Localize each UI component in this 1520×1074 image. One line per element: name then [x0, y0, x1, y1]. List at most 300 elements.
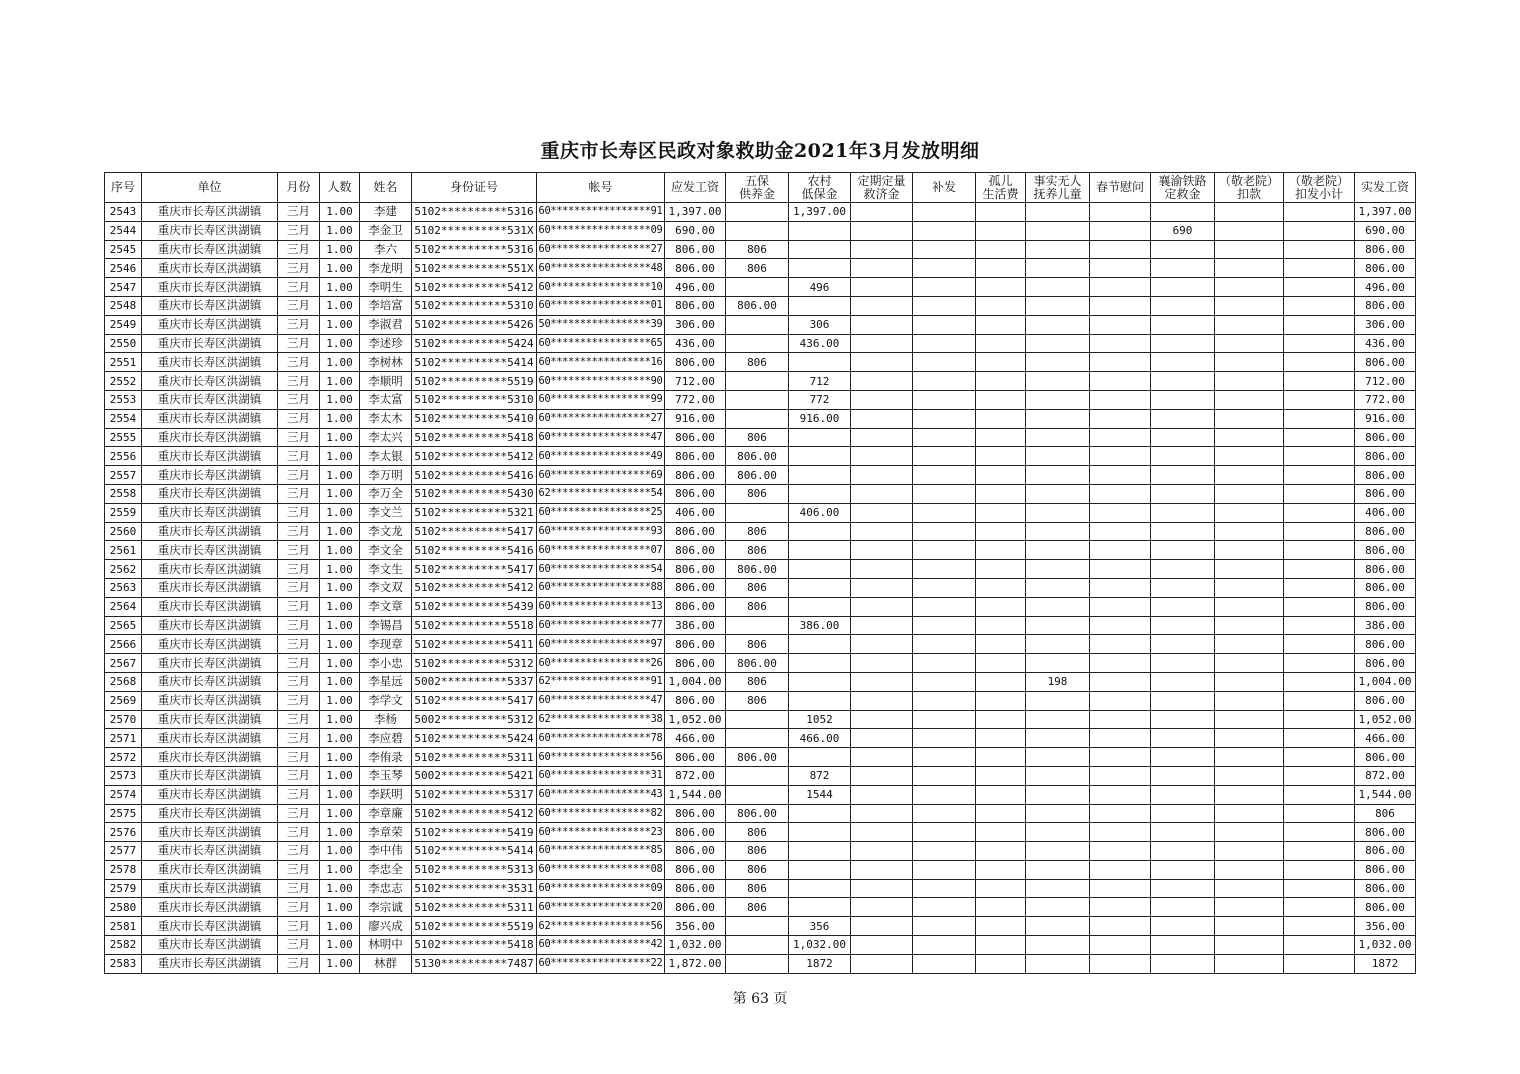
table-cell: 1.00 — [320, 635, 360, 654]
table-cell — [913, 334, 976, 353]
table-cell: 806.00 — [665, 541, 726, 560]
table-row — [105, 898, 1416, 917]
table-cell — [1090, 503, 1151, 522]
table-cell — [1151, 597, 1215, 616]
table-cell — [913, 860, 976, 879]
table-cell — [913, 917, 976, 936]
table-row — [105, 936, 1416, 955]
table-cell — [1215, 729, 1284, 748]
table-cell: 1544 — [789, 785, 851, 804]
table-cell — [851, 936, 913, 955]
table-cell — [1284, 917, 1355, 936]
table-cell: 三月 — [278, 804, 320, 823]
table-cell: 806 — [726, 240, 789, 259]
table-cell: 重庆市长寿区洪湖镇 — [142, 616, 278, 635]
table-cell: 806.00 — [1355, 823, 1416, 842]
table-cell — [1026, 560, 1090, 579]
table-cell: 806 — [726, 522, 789, 541]
table-cell — [1284, 842, 1355, 861]
table-cell — [1215, 240, 1284, 259]
table-cell — [789, 541, 851, 560]
table-cell: 李文章 — [360, 597, 412, 616]
table-cell — [1215, 823, 1284, 842]
table-cell — [1284, 278, 1355, 297]
table-cell: 1,052.00 — [665, 710, 726, 729]
table-cell — [1090, 860, 1151, 879]
table-cell — [1026, 296, 1090, 315]
table-cell — [1215, 278, 1284, 297]
table-cell — [976, 672, 1026, 691]
table-cell — [1090, 372, 1151, 391]
table-cell — [789, 898, 851, 917]
table-cell — [913, 936, 976, 955]
table-cell: 重庆市长寿区洪湖镇 — [142, 484, 278, 503]
table-cell: 806.00 — [726, 466, 789, 485]
table-body — [105, 203, 1416, 974]
table-cell — [976, 240, 1026, 259]
table-cell — [851, 748, 913, 767]
table-cell — [726, 409, 789, 428]
table-row — [105, 578, 1416, 597]
table-cell — [726, 785, 789, 804]
table-cell: 806.00 — [1355, 447, 1416, 466]
table-row — [105, 748, 1416, 767]
table-cell: 1.00 — [320, 898, 360, 917]
table-cell: 5102**********5312 — [412, 654, 537, 673]
table-cell — [1215, 203, 1284, 222]
table-cell: 1.00 — [320, 936, 360, 955]
column-header: 月份 — [278, 173, 320, 203]
table-cell — [1284, 936, 1355, 955]
table-cell — [851, 823, 913, 842]
table-cell: 60*****************85 — [537, 842, 665, 861]
table-cell: 2555 — [105, 428, 142, 447]
table-cell — [1284, 691, 1355, 710]
table-cell — [726, 503, 789, 522]
table-cell: 1872 — [789, 954, 851, 973]
table-cell: 三月 — [278, 785, 320, 804]
table-cell: 62*****************38 — [537, 710, 665, 729]
table-cell: 60*****************20 — [537, 898, 665, 917]
table-cell — [976, 203, 1026, 222]
table-cell — [1026, 729, 1090, 748]
table-cell — [1284, 954, 1355, 973]
table-cell: 60*****************93 — [537, 522, 665, 541]
table-cell: 重庆市长寿区洪湖镇 — [142, 597, 278, 616]
table-cell — [913, 428, 976, 447]
table-cell — [851, 353, 913, 372]
table-cell — [976, 296, 1026, 315]
table-cell — [913, 259, 976, 278]
table-cell: 1.00 — [320, 578, 360, 597]
table-cell: 李太兴 — [360, 428, 412, 447]
table-row — [105, 372, 1416, 391]
table-cell: 李顺明 — [360, 372, 412, 391]
table-cell: 690.00 — [1355, 221, 1416, 240]
table-cell: 1.00 — [320, 428, 360, 447]
table-cell — [1215, 635, 1284, 654]
column-header: 五保 供养金 — [726, 173, 789, 203]
table-cell — [789, 748, 851, 767]
table-cell: 李述珍 — [360, 334, 412, 353]
table-cell: 1,004.00 — [665, 672, 726, 691]
table-cell: 806.00 — [1355, 466, 1416, 485]
table-cell: 1,032.00 — [789, 936, 851, 955]
table-cell — [851, 578, 913, 597]
table-cell — [726, 315, 789, 334]
table-cell: 重庆市长寿区洪湖镇 — [142, 428, 278, 447]
table-cell: 1,397.00 — [665, 203, 726, 222]
table-cell — [1090, 409, 1151, 428]
table-cell: 712.00 — [1355, 372, 1416, 391]
table-cell — [851, 616, 913, 635]
table-cell: 三月 — [278, 315, 320, 334]
table-cell — [1026, 221, 1090, 240]
table-cell: 重庆市长寿区洪湖镇 — [142, 729, 278, 748]
table-row — [105, 766, 1416, 785]
table-cell: 436.00 — [1355, 334, 1416, 353]
table-cell — [1151, 710, 1215, 729]
table-cell — [851, 635, 913, 654]
table-cell: 重庆市长寿区洪湖镇 — [142, 691, 278, 710]
table-cell: 198 — [1026, 672, 1090, 691]
column-header: 单位 — [142, 173, 278, 203]
table-cell — [789, 466, 851, 485]
column-header: 序号 — [105, 173, 142, 203]
table-cell: 1.00 — [320, 560, 360, 579]
table-cell: 60*****************16 — [537, 353, 665, 372]
table-cell — [1284, 804, 1355, 823]
table-cell — [913, 409, 976, 428]
table-cell — [1284, 748, 1355, 767]
table-cell: 李文生 — [360, 560, 412, 579]
table-cell — [1284, 823, 1355, 842]
table-cell — [851, 466, 913, 485]
table-cell: 2560 — [105, 522, 142, 541]
table-cell — [1026, 409, 1090, 428]
table-cell — [1090, 278, 1151, 297]
table-cell — [1151, 898, 1215, 917]
table-cell — [1284, 597, 1355, 616]
table-cell — [976, 804, 1026, 823]
table-cell: 5102**********5310 — [412, 390, 537, 409]
table-cell — [1151, 278, 1215, 297]
table-cell — [726, 954, 789, 973]
table-cell: 5102**********5412 — [412, 578, 537, 597]
table-cell — [789, 522, 851, 541]
table-cell: 重庆市长寿区洪湖镇 — [142, 409, 278, 428]
table-cell — [851, 390, 913, 409]
column-header: 孤儿 生活费 — [976, 173, 1026, 203]
table-cell — [851, 259, 913, 278]
table-cell — [1026, 635, 1090, 654]
table-cell: 李中伟 — [360, 842, 412, 861]
table-cell: 60*****************54 — [537, 560, 665, 579]
table-cell: 三月 — [278, 710, 320, 729]
table-cell — [1090, 954, 1151, 973]
table-cell — [913, 804, 976, 823]
table-cell: 806.00 — [1355, 259, 1416, 278]
column-header: 身份证号 — [412, 173, 537, 203]
table-row — [105, 954, 1416, 973]
table-cell: 三月 — [278, 221, 320, 240]
table-cell — [1215, 484, 1284, 503]
table-cell — [1284, 541, 1355, 560]
table-cell: 1.00 — [320, 334, 360, 353]
table-cell — [1284, 409, 1355, 428]
table-cell: 1052 — [789, 710, 851, 729]
table-cell — [1151, 578, 1215, 597]
table-cell: 306.00 — [665, 315, 726, 334]
table-cell — [1026, 466, 1090, 485]
table-cell: 5102**********5412 — [412, 278, 537, 297]
column-header: 事实无人 抚养儿童 — [1026, 173, 1090, 203]
table-cell — [1151, 954, 1215, 973]
table-cell — [913, 466, 976, 485]
table-row — [105, 635, 1416, 654]
table-cell — [1090, 936, 1151, 955]
table-cell: 806.00 — [1355, 541, 1416, 560]
table-cell — [1151, 804, 1215, 823]
table-cell — [1151, 240, 1215, 259]
table-cell: 806.00 — [665, 860, 726, 879]
table-cell: 50*****************39 — [537, 315, 665, 334]
table-cell: 5102**********5317 — [412, 785, 537, 804]
table-cell: 重庆市长寿区洪湖镇 — [142, 466, 278, 485]
table-cell — [1284, 672, 1355, 691]
table-cell: 386.00 — [665, 616, 726, 635]
table-cell: 806 — [726, 691, 789, 710]
table-cell: 916.00 — [789, 409, 851, 428]
table-cell: 2553 — [105, 390, 142, 409]
table-cell: 2574 — [105, 785, 142, 804]
table-cell: 三月 — [278, 240, 320, 259]
table-cell — [1026, 936, 1090, 955]
column-header: 姓名 — [360, 173, 412, 203]
table-cell: 2550 — [105, 334, 142, 353]
table-cell — [1284, 710, 1355, 729]
table-cell — [851, 278, 913, 297]
table-cell — [913, 785, 976, 804]
table-cell: 806 — [726, 823, 789, 842]
table-cell: 重庆市长寿区洪湖镇 — [142, 766, 278, 785]
table-cell: 重庆市长寿区洪湖镇 — [142, 560, 278, 579]
table-cell: 1.00 — [320, 390, 360, 409]
table-cell — [1026, 654, 1090, 673]
table-cell — [913, 766, 976, 785]
table-cell: 806.00 — [1355, 484, 1416, 503]
table-cell — [1284, 635, 1355, 654]
table-cell: 重庆市长寿区洪湖镇 — [142, 390, 278, 409]
table-cell — [976, 823, 1026, 842]
table-cell — [1090, 672, 1151, 691]
table-cell — [913, 390, 976, 409]
table-row — [105, 296, 1416, 315]
table-cell — [851, 766, 913, 785]
table-cell: 60*****************91 — [537, 203, 665, 222]
table-cell: 2569 — [105, 691, 142, 710]
table-cell — [1151, 372, 1215, 391]
table-cell — [1215, 898, 1284, 917]
table-cell — [1284, 447, 1355, 466]
table-row — [105, 785, 1416, 804]
table-cell — [851, 860, 913, 879]
table-cell: 重庆市长寿区洪湖镇 — [142, 315, 278, 334]
table-cell — [851, 917, 913, 936]
table-cell: 406.00 — [1355, 503, 1416, 522]
table-row — [105, 560, 1416, 579]
table-cell: 三月 — [278, 541, 320, 560]
table-cell — [976, 541, 1026, 560]
column-header: 春节慰问 — [1090, 173, 1151, 203]
table-cell — [1151, 522, 1215, 541]
table-cell: 三月 — [278, 823, 320, 842]
table-cell: 806.00 — [726, 654, 789, 673]
table-cell: 2548 — [105, 296, 142, 315]
table-cell: 5102**********5417 — [412, 560, 537, 579]
column-header: 补发 — [913, 173, 976, 203]
table-cell — [913, 353, 976, 372]
table-cell: 60*****************23 — [537, 823, 665, 842]
table-cell: 5102**********5313 — [412, 860, 537, 879]
table-cell: 2544 — [105, 221, 142, 240]
table-cell: 806.00 — [1355, 748, 1416, 767]
table-cell — [1284, 221, 1355, 240]
table-cell: 李章廉 — [360, 804, 412, 823]
table-cell — [913, 597, 976, 616]
table-cell: 386.00 — [1355, 616, 1416, 635]
table-cell — [1215, 522, 1284, 541]
table-cell — [1215, 315, 1284, 334]
table-cell — [1026, 710, 1090, 729]
table-cell — [1151, 315, 1215, 334]
table-cell: 三月 — [278, 409, 320, 428]
table-cell — [976, 936, 1026, 955]
table-cell — [913, 221, 976, 240]
table-cell — [851, 560, 913, 579]
table-row — [105, 466, 1416, 485]
table-cell: 1.00 — [320, 315, 360, 334]
table-cell: 三月 — [278, 447, 320, 466]
table-cell — [851, 729, 913, 748]
table-cell — [851, 203, 913, 222]
table-cell: 806 — [726, 879, 789, 898]
table-cell: 872.00 — [1355, 766, 1416, 785]
table-cell: 60*****************48 — [537, 259, 665, 278]
table-cell: 重庆市长寿区洪湖镇 — [142, 842, 278, 861]
table-cell — [1090, 654, 1151, 673]
table-cell: 5002**********5337 — [412, 672, 537, 691]
table-cell — [1090, 484, 1151, 503]
table-cell: 806.00 — [1355, 635, 1416, 654]
table-cell — [1151, 842, 1215, 861]
table-cell — [1284, 578, 1355, 597]
table-cell — [1151, 672, 1215, 691]
table-cell — [1284, 334, 1355, 353]
table-cell — [913, 710, 976, 729]
table-cell: 806.00 — [665, 842, 726, 861]
table-row — [105, 484, 1416, 503]
table-cell — [789, 654, 851, 673]
table-cell: 436.00 — [665, 334, 726, 353]
table-cell: 重庆市长寿区洪湖镇 — [142, 372, 278, 391]
table-cell — [1284, 372, 1355, 391]
table-cell: 2549 — [105, 315, 142, 334]
table-row — [105, 917, 1416, 936]
table-cell — [1151, 748, 1215, 767]
table-cell: 李明生 — [360, 278, 412, 297]
table-cell — [976, 785, 1026, 804]
table-cell: 806.00 — [665, 804, 726, 823]
table-cell — [1151, 860, 1215, 879]
table-cell — [851, 484, 913, 503]
table-cell: 712 — [789, 372, 851, 391]
table-row — [105, 353, 1416, 372]
table-cell: 5102**********5412 — [412, 447, 537, 466]
table-cell: 李应碧 — [360, 729, 412, 748]
table-cell — [976, 597, 1026, 616]
table-cell: 1,004.00 — [1355, 672, 1416, 691]
table-cell — [1151, 917, 1215, 936]
table-row — [105, 409, 1416, 428]
table-cell: 5102**********5411 — [412, 635, 537, 654]
table-cell: 60*****************27 — [537, 240, 665, 259]
table-cell — [1151, 203, 1215, 222]
table-cell — [976, 560, 1026, 579]
table-cell: 62*****************54 — [537, 484, 665, 503]
table-cell: 1.00 — [320, 447, 360, 466]
table-cell: 2543 — [105, 203, 142, 222]
table-cell: 806.00 — [726, 560, 789, 579]
table-cell — [1026, 954, 1090, 973]
table-cell: 806.00 — [665, 654, 726, 673]
table-cell: 62*****************56 — [537, 917, 665, 936]
table-cell — [726, 221, 789, 240]
table-cell: 306.00 — [1355, 315, 1416, 334]
table-cell — [1151, 447, 1215, 466]
table-cell — [1090, 597, 1151, 616]
table-cell: 李万明 — [360, 466, 412, 485]
page-number: 第 63 页 — [732, 991, 788, 1007]
table-cell: 1.00 — [320, 203, 360, 222]
table-cell: 5102**********5519 — [412, 372, 537, 391]
table-cell: 三月 — [278, 259, 320, 278]
table-cell — [976, 954, 1026, 973]
table-cell: 1.00 — [320, 541, 360, 560]
table-cell — [1151, 466, 1215, 485]
table-cell — [1215, 879, 1284, 898]
table-cell: 806 — [726, 259, 789, 278]
table-cell — [1026, 372, 1090, 391]
table-cell — [1026, 597, 1090, 616]
table-cell — [1090, 259, 1151, 278]
table-cell — [1215, 654, 1284, 673]
table-cell: 356.00 — [1355, 917, 1416, 936]
table-cell — [1215, 578, 1284, 597]
table-cell: 806.00 — [665, 428, 726, 447]
table-cell: 60*****************42 — [537, 936, 665, 955]
table-cell: 806.00 — [665, 635, 726, 654]
table-cell — [1090, 766, 1151, 785]
table-cell — [1151, 334, 1215, 353]
table-cell — [1026, 842, 1090, 861]
table-cell: 李星远 — [360, 672, 412, 691]
table-cell — [726, 729, 789, 748]
table-cell: 1.00 — [320, 917, 360, 936]
column-header: 帐号 — [537, 173, 665, 203]
table-cell: 李龙明 — [360, 259, 412, 278]
table-cell: 2554 — [105, 409, 142, 428]
